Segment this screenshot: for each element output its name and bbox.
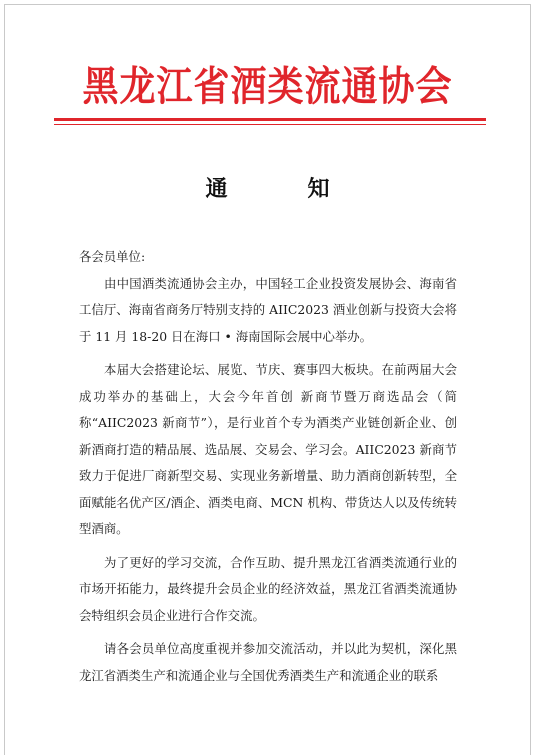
notice-title <box>80 172 455 203</box>
notice-body <box>79 244 457 696</box>
letterhead-org-name: 黑龙江省酒类流通协会 <box>82 62 453 110</box>
letterhead-rule-thin <box>54 124 486 125</box>
salutation: 各会员单位: <box>79 249 146 264</box>
notice-title-left: 通 <box>205 176 228 202</box>
notice-title-right: 知 <box>307 176 330 202</box>
paragraph-1: 由中国酒类流通协会主办，中国轻工企业投资发展协会、海南省工信厅、海南省商务厅特别支持的 AIIC2023 酒业创新与投资大会将于 11 月 18-20 日在海口 • 海南国际会展中心举办。 <box>79 275 457 344</box>
paragraph-4: 请各会员单位高度重视并参加交流活动，并以此为契机，深化黑龙江省酒类生产和流通企业与全国优秀酒类生产和流通企业的联系 <box>79 641 457 683</box>
letterhead-rule-thick <box>54 118 486 121</box>
paragraph-3: 为了更好的学习交流，合作互助、提升黑龙江省酒类流通行业的市场开拓能力，最终提升会员企业的经济效益，黑龙江省酒类流通协会特组织会员企业进行合作交流。 <box>79 554 457 623</box>
paragraph-2: 本届大会搭建论坛、展览、节庆、赛事四大板块。在前两届大会成功举办的基础上，大会今年首创 新商节暨万商选品会（简称“AIIC2023 新商节”），是行业首个专为酒类产业链创新企业、创新酒商打造的精品展、选品展、交易会、学习会。AIIC2023 新商节致力于促进厂商新型交易、实现业务新增量、助力酒商创新转型，全面赋能名优产区/酒企、酒类电商、MCN 机构、带货达人以及传统转型酒商。 <box>79 362 457 536</box>
